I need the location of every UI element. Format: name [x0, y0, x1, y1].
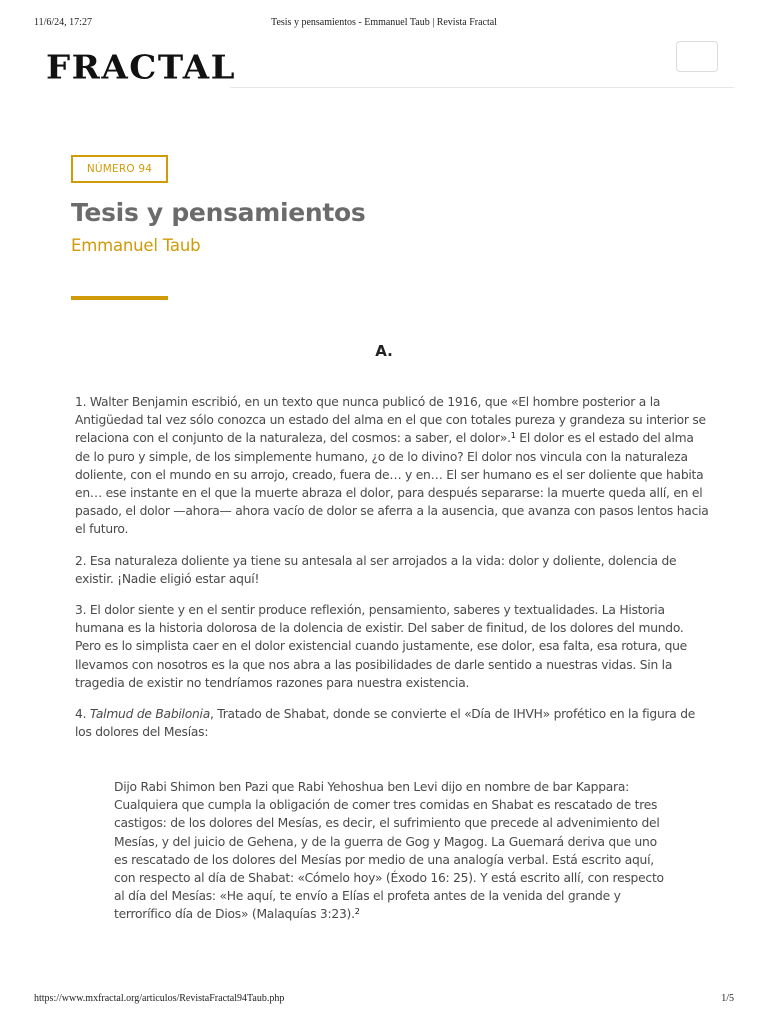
paragraph-3: 3. El dolor siente y en el sentir produce reflexión, pensamiento, saberes y textualidades. La Historia humana es la historia dolorosa de la dolencia de existir. Del saber de finitud, de los dolores del mundo. Pero es lo simplista caer en el dolor existencial cuando justamente, ese dolor, esa falta, esa rotura, que llevamos con nosotros es la que nos abra a las posibilidades de darle sentido a nuestras vidas. Sin la tragedia de existir no tendríamos razones para nuestra existencia. [75, 603, 688, 690]
print-page-title: Tesis y pensamientos - Emmanuel Taub | Revista Fractal [271, 17, 497, 28]
block-quote [114, 778, 666, 924]
footnote-ref-1[interactable]: 1 [510, 431, 516, 441]
site-header [0, 40, 768, 90]
print-page-number: 1/5 [721, 993, 734, 1004]
paragraph-4-prefix: 4. [75, 707, 90, 722]
footnote-ref-2[interactable]: 2 [354, 907, 360, 917]
site-logo[interactable]: FRACTAL [46, 48, 237, 88]
title-divider [71, 296, 168, 300]
article-title: Tesis y pensamientos [71, 198, 366, 227]
paragraph-1-text: 1. Walter Benjamin escribió, en un texto que nunca publicó de 1916, que «El hombre posterior a la Antigüedad tal vez sólo conozca un estado del alma en el que con totales pureza y grandeza su interior se relaciona con el conjunto de la naturaleza, del cosmos: a saber, el dolor». [75, 395, 706, 446]
article-body [75, 393, 711, 754]
menu-button[interactable] [676, 41, 718, 72]
paragraph-4 [75, 705, 711, 741]
print-datetime: 11/6/24, 17:27 [34, 17, 92, 28]
print-url: https://www.mxfractal.org/articulos/RevistaFractal94Taub.php [34, 993, 285, 1004]
issue-badge[interactable]: NÚMERO 94 [71, 155, 168, 183]
paragraph-1 [75, 393, 711, 539]
paragraph-1-continuation: El dolor es el estado del alma de lo puro y simple, de los simplemente humano, ¿o de lo divino? El dolor nos vincula con la naturaleza doliente, con el mundo en su arrojo, creado, fuera de… y en… El ser humano es el ser doliente que habita en… ese instante en el que la muerte abraza el dolor, para después separarse: la muerte queda allí, en el pasado, el dolor —ahora— ahora vacío de dolor se aferra a la ausencia, que avanza con pasos lentos hacia el futuro. [75, 431, 709, 537]
header-divider [230, 87, 734, 88]
paragraph-4-italic: Talmud de Babilonia [89, 707, 210, 722]
print-header [34, 17, 734, 31]
paragraph-4-text: , Tratado de Shabat, donde se convierte el «Día de IHVH» profético en la figura de los dolores del Mesías: [75, 707, 696, 740]
quote-text: Dijo Rabi Shimon ben Pazi que Rabi Yehoshua ben Levi dijo en nombre de bar Kappara: Cualquiera que cumpla la obligación de comer tres comidas en Shabat es rescatado de tres castigos: de los dolores del Mesías, es decir, el sufrimiento que precede al advenimiento del Mesías, y del juicio de Gehena, y de la guerra de Gog y Magog. La Guemará deriva que uno es rescatado de los dolores del Mesías por medio de una analogía verbal. Está escrito aquí, con respecto al día de Shabat: «Cómelo hoy» (Éxodo 16: 25). Y está escrito allí, con respecto al día del Mesías: «He aquí, te envío a Elías el profeta antes de la venida del grande y terrorífico día de Dios» (Malaquías 3:23). [114, 780, 664, 922]
paragraph-2: 2. Esa naturaleza doliente ya tiene su antesala al ser arrojados a la vida: dolor y doliente, dolencia de existir. ¡Nadie eligió estar aquí! [75, 553, 677, 586]
print-footer [34, 993, 734, 1007]
section-heading: A. [375, 342, 393, 360]
article-author[interactable]: Emmanuel Taub [71, 236, 201, 255]
